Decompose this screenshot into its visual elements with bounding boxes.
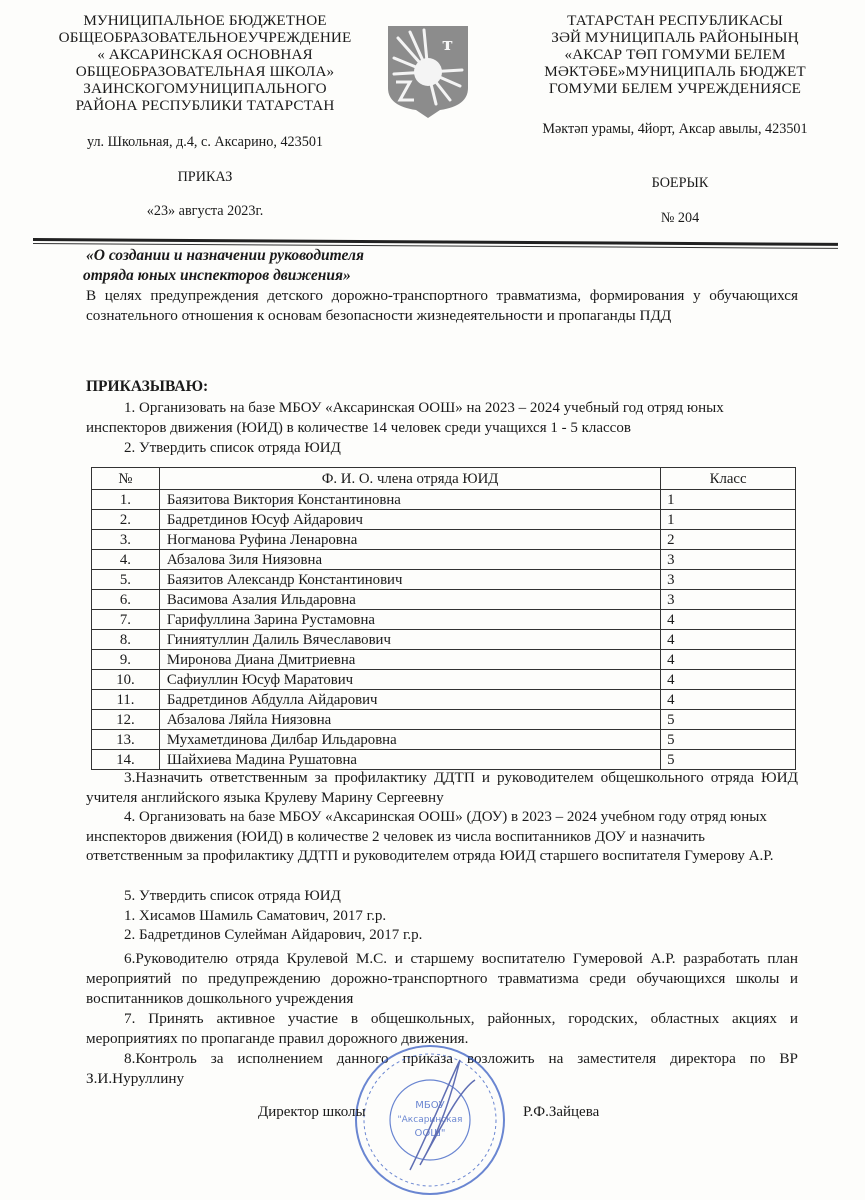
cell-name: Мухаметдинова Дилбар Ильдаровна [159, 730, 660, 750]
signature-role: Директор школы [258, 1104, 366, 1120]
cell-name: Миронова Диана Дмитриевна [159, 650, 660, 670]
doc-type-tt: БОЕРЫК [651, 175, 709, 191]
order-item-6: 6.Руководителю отряда Крулевой М.С. и старшему воспитателю Гумеровой А.Р. разработать план мероприятий по предупреждению дорожно-транспортного травматизма среди обучающихся школы и воспитанников дошкольного учреждения [86, 950, 798, 1007]
svg-text:МБОУ: МБОУ [415, 1100, 445, 1111]
order-item-5 [86, 887, 798, 946]
cell-number: 3. [92, 530, 160, 550]
cell-number: 14. [92, 750, 160, 770]
right-address: Мәктәп урамы, 4йорт, Аксар авылы, 423501 [542, 121, 808, 137]
cell-number: 6. [92, 590, 160, 610]
cell-name: Сафиуллин Юсуф Маратович [159, 670, 660, 690]
cell-number: 8. [92, 630, 160, 650]
cell-class: 4 [661, 690, 796, 710]
cell-class: 4 [661, 630, 796, 650]
cell-name: Шайхиева Мадина Рушатовна [159, 750, 660, 770]
table-row [92, 570, 796, 590]
cell-class: 5 [661, 730, 796, 750]
order-title [83, 246, 364, 286]
cell-class: 4 [661, 610, 796, 630]
table-row [92, 590, 796, 610]
cell-number: 5. [92, 570, 160, 590]
doc-number: № 204 [660, 210, 700, 226]
org-line: « АКСАРИНСКАЯ ОСНОВНАЯ [97, 46, 313, 63]
table-row [92, 490, 796, 510]
table-row [92, 630, 796, 650]
org-line: ОБЩЕОБРАЗОВАТЕЛЬНАЯ ШКОЛА» [75, 63, 335, 80]
cell-class: 4 [661, 670, 796, 690]
doc-type-ru: ПРИКАЗ [177, 169, 233, 185]
cell-number: 10. [92, 670, 160, 690]
org-line: ЗӘЙ МУНИЦИПАЛЬ РАЙОНЫНЫҢ [551, 29, 799, 46]
order-item-4: 4. Организовать на базе МБОУ «Аксаринская ООШ» (ДОУ) в 2023 – 2024 учебном году отряд юных инспекторов движения (ЮИД) в количестве 2 человек из числа воспитанников ДОУ и назначить ответственным за профилактику ДДТП и руководителем отряда ЮИД старшего воспитателя Гумерову А.Р. [86, 809, 774, 864]
order-item-8: 8.Контроль за исполнением данного приказа возложить на заместителя директора по ВР З.И.Нуруллину [86, 1050, 798, 1087]
cell-name: Баязитов Александр Константинович [159, 570, 660, 590]
cell-name: Гарифуллина Зарина Рустамовна [159, 610, 660, 630]
cell-number: 1. [92, 490, 160, 510]
org-line: «АКСАР ТӨП ГОМУМИ БЕЛЕМ [564, 46, 786, 63]
svg-text:"Аксаринская: "Аксаринская [397, 1115, 463, 1125]
table-row [92, 690, 796, 710]
table-row [92, 710, 796, 730]
order-item-7: 7. Принять активное участие в общешкольных, районных, городских, областных акциях и мероприятиях по пропаганде правил дорожного движения. [86, 1010, 798, 1047]
item-5-heading: 5. Утвердить список отряда ЮИД [124, 888, 341, 904]
cell-class: 5 [661, 710, 796, 730]
cell-name: Абзалова Ляйла Ниязовна [159, 710, 660, 730]
official-stamp-icon [350, 1040, 510, 1200]
table-row [92, 650, 796, 670]
table-header-row [92, 468, 796, 490]
org-line: РАЙОНА РЕСПУБЛИКИ ТАТАРСТАН [75, 97, 335, 114]
cell-name: Бадретдинов Абдулла Айдарович [159, 690, 660, 710]
left-address: ул. Школьная, д.4, с. Аксарино, 423501 [86, 134, 324, 150]
signature-name: Р.Ф.Зайцева [523, 1104, 600, 1120]
order-item-2: 2. Утвердить список отряда ЮИД [124, 440, 341, 456]
svg-text:ООШ": ООШ" [414, 1128, 446, 1139]
svg-text:т: т [442, 34, 454, 55]
cell-class: 3 [661, 570, 796, 590]
cell-name: Васимова Азалия Ильдаровна [159, 590, 660, 610]
org-line: ЗАИНСКОГОМУНИЦИПАЛЬНОГО [83, 80, 327, 97]
cell-number: 13. [92, 730, 160, 750]
col-header-name: Ф. И. О. члена отряда ЮИД [159, 468, 660, 490]
order-heading: ПРИКАЗЫВАЮ: [86, 378, 209, 395]
cell-class: 1 [661, 510, 796, 530]
table-row [92, 550, 796, 570]
cell-name: Гиниятуллин Далиль Вячеславович [159, 630, 660, 650]
cell-number: 2. [92, 510, 160, 530]
org-line: ГОМУМИ БЕЛЕМ УЧРЕЖДЕНИЯСЕ [548, 80, 802, 97]
cell-name: Ногманова Руфина Ленаровна [159, 530, 660, 550]
order-item-3: 3.Назначить ответственным за профилактику ДДТП и руководителем общешкольного отряда ЮИД учителя английского языка Крулеву Марину Сергеевну [86, 769, 798, 806]
table-row [92, 670, 796, 690]
cell-number: 12. [92, 710, 160, 730]
cell-number: 4. [92, 550, 160, 570]
table-row [92, 750, 796, 770]
col-header-class: Класс [661, 468, 796, 490]
cell-name: Бадретдинов Юсуф Айдарович [159, 510, 660, 530]
cell-class: 3 [661, 590, 796, 610]
header-left-org [40, 12, 370, 114]
cell-number: 7. [92, 610, 160, 630]
title-line-1: «О создании и назначении руководителя [86, 247, 364, 264]
org-line: МУНИЦИПАЛЬНОЕ БЮДЖЕТНОЕ [83, 12, 327, 29]
cell-name: Баязитова Виктория Константиновна [159, 490, 660, 510]
dou-list-item: 2. Бадретдинов Сулейман Айдарович, 2017 г.р. [124, 927, 423, 943]
table-row [92, 730, 796, 750]
cell-class: 4 [661, 650, 796, 670]
org-line: МӘКТӘБЕ»МУНИЦИПАЛЬ БЮДЖЕТ [544, 63, 806, 80]
header-right-org [510, 12, 840, 97]
intro-paragraph: В целях предупреждения детского дорожно-транспортного травматизма, формирования у обучающихся сознательного отношения к основам безопасности жизнедеятельности и пропаганды ПДД [86, 287, 798, 324]
cell-name: Абзалова Зиля Ниязовна [159, 550, 660, 570]
cell-class: 3 [661, 550, 796, 570]
col-header-number: № [92, 468, 160, 490]
sun-coat-of-arms-icon [380, 20, 476, 120]
cell-class: 2 [661, 530, 796, 550]
table-row [92, 610, 796, 630]
org-line: ТАТАРСТАН РЕСПУБЛИКАСЫ [567, 12, 783, 29]
cell-class: 1 [661, 490, 796, 510]
dou-list-item: 1. Хисамов Шамиль Саматович, 2017 г.р. [124, 907, 387, 924]
table-row [92, 530, 796, 550]
cell-number: 9. [92, 650, 160, 670]
cell-number: 11. [92, 690, 160, 710]
doc-date: «23» августа 2023г. [146, 203, 264, 219]
org-line: ОБЩЕОБРАЗОВАТЕЛЬНОЕУЧРЕЖДЕНИЕ [58, 29, 352, 46]
order-item-1: 1. Организовать на базе МБОУ «Аксаринская ООШ» на 2023 – 2024 учебный год отряд юных инспекторов движения (ЮИД) в количестве 14 человек среди учащихся 1 - 5 классов [86, 400, 724, 436]
title-line-2: отряда юных инспекторов движения» [83, 267, 351, 284]
roster-table [91, 467, 796, 770]
table-row [92, 510, 796, 530]
cell-class: 5 [661, 750, 796, 770]
